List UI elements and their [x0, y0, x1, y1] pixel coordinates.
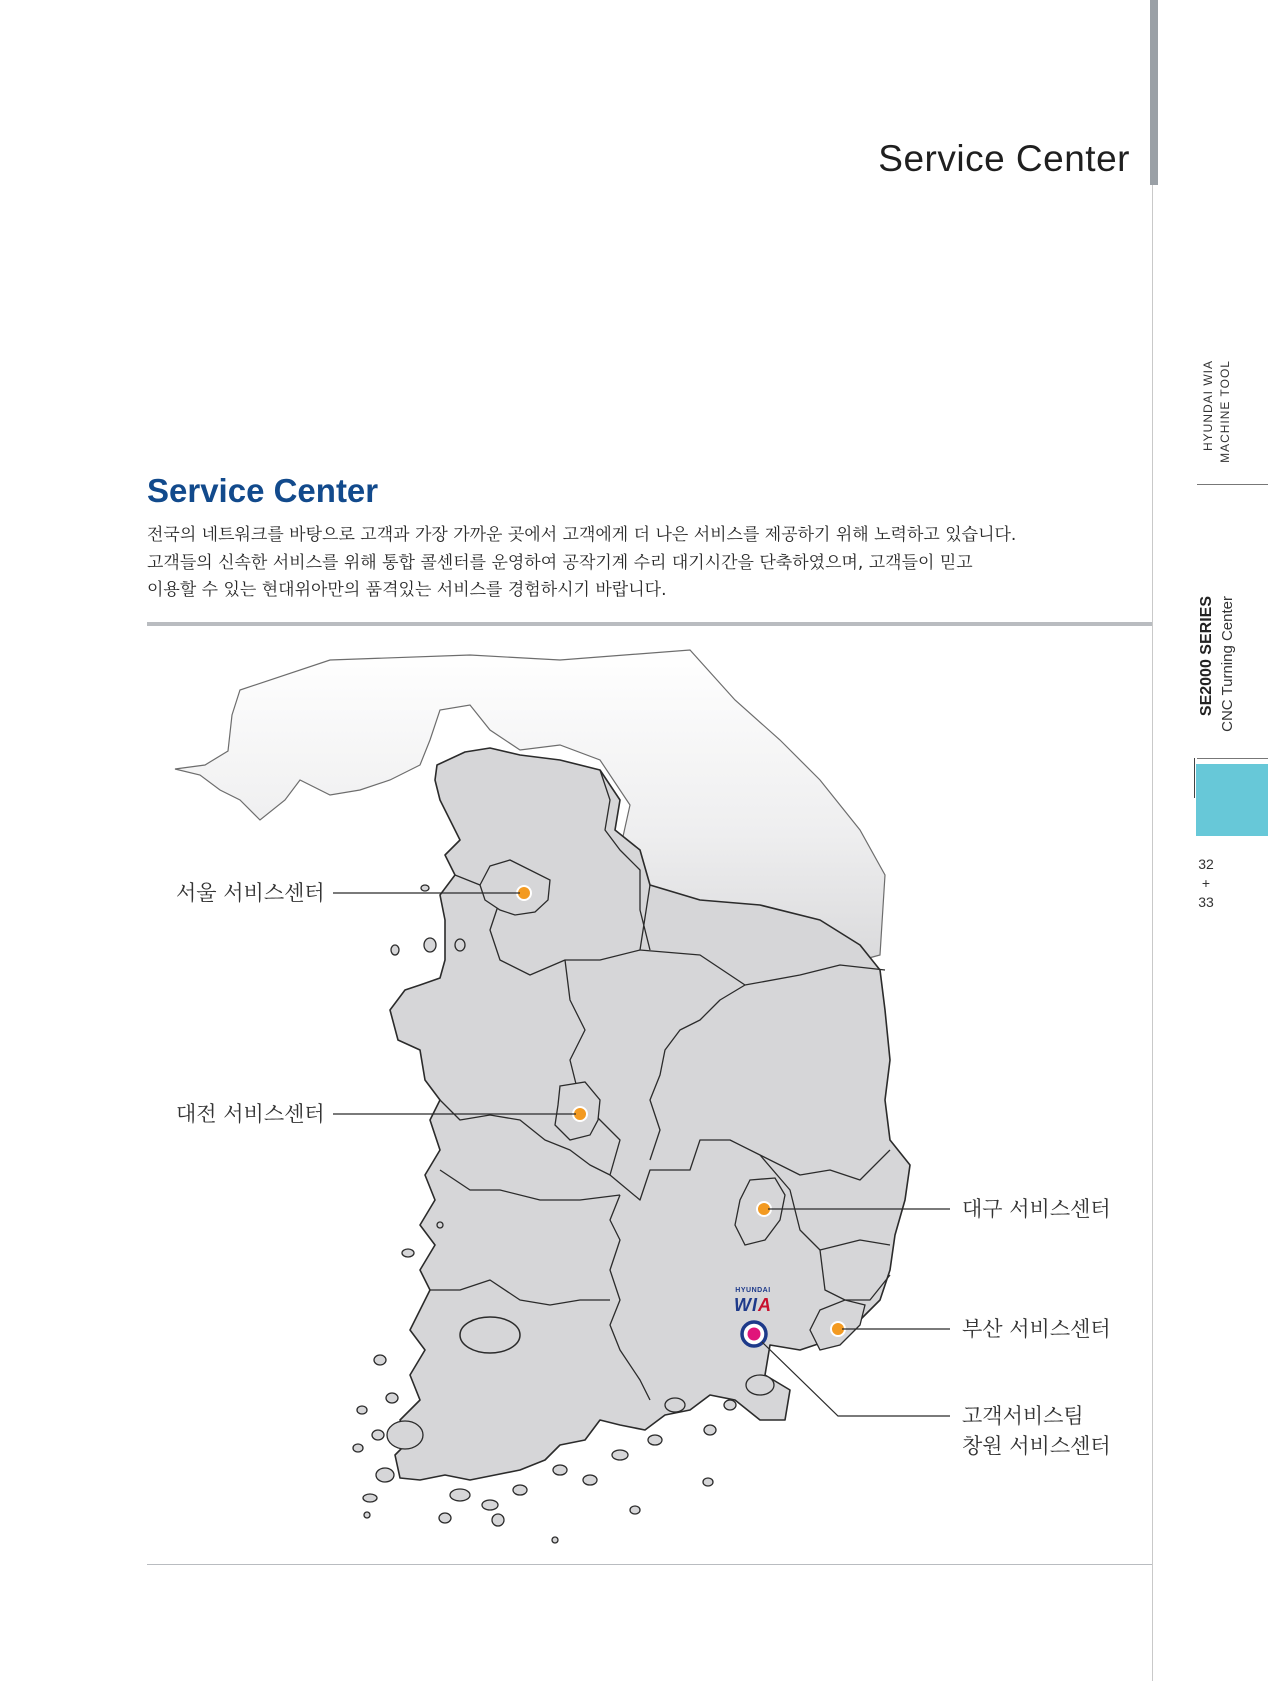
- intro-line: 이용할 수 있는 현대위아만의 품격있는 서비스를 경험하시기 바랍니다.: [147, 580, 667, 600]
- intro-line: 고객들의 신속한 서비스를 위해 통합 콜센터를 운영하여 공작기계 수리 대기시간을 단축하였으며, 고객들이 믿고: [147, 552, 973, 573]
- bottom-rule: [147, 1564, 1152, 1565]
- page-number-left: 32: [1198, 856, 1214, 872]
- logo-wi: WI: [734, 1295, 758, 1315]
- changwon-hq-marker: [748, 1328, 761, 1341]
- seoul-center-label: 서울 서비스센터: [176, 881, 325, 905]
- daegu-center-label: 대구 서비스센터: [962, 1197, 1111, 1221]
- daejeon-center-label: 대전 서비스센터: [176, 1102, 325, 1126]
- hyundai-wia-logo: [722, 1287, 784, 1315]
- changwon-center-label: 창원 서비스센터: [962, 1434, 1111, 1458]
- section-heading: Service Center: [147, 472, 379, 509]
- logo-small-text: HYUNDAI: [735, 1287, 771, 1294]
- series-title: SE2000 SERIES: [1198, 596, 1215, 717]
- page-number-plus: +: [1201, 875, 1211, 891]
- logo-a: A: [758, 1295, 772, 1315]
- intro-line: 전국의 네트워크를 바탕으로 고객과 가장 가까운 곳에서 고객에게 더 나은 서비스를 제공하기 위해 노력하고 있습니다.: [147, 525, 1017, 545]
- brand-line1: HYUNDAI WIA: [1201, 360, 1215, 452]
- page-number-right: 33: [1198, 894, 1214, 910]
- series-subtitle: CNC Turning Center: [1219, 596, 1236, 732]
- logo-wia-text: [722, 1295, 784, 1315]
- jeju-island: [460, 1317, 520, 1353]
- busan-center-label: 부산 서비스센터: [962, 1317, 1111, 1341]
- running-title: Service Center: [878, 138, 1130, 179]
- brand-line2: MACHINE TOOL: [1218, 360, 1232, 463]
- changwon-team-label: 고객서비스팀: [962, 1404, 1084, 1428]
